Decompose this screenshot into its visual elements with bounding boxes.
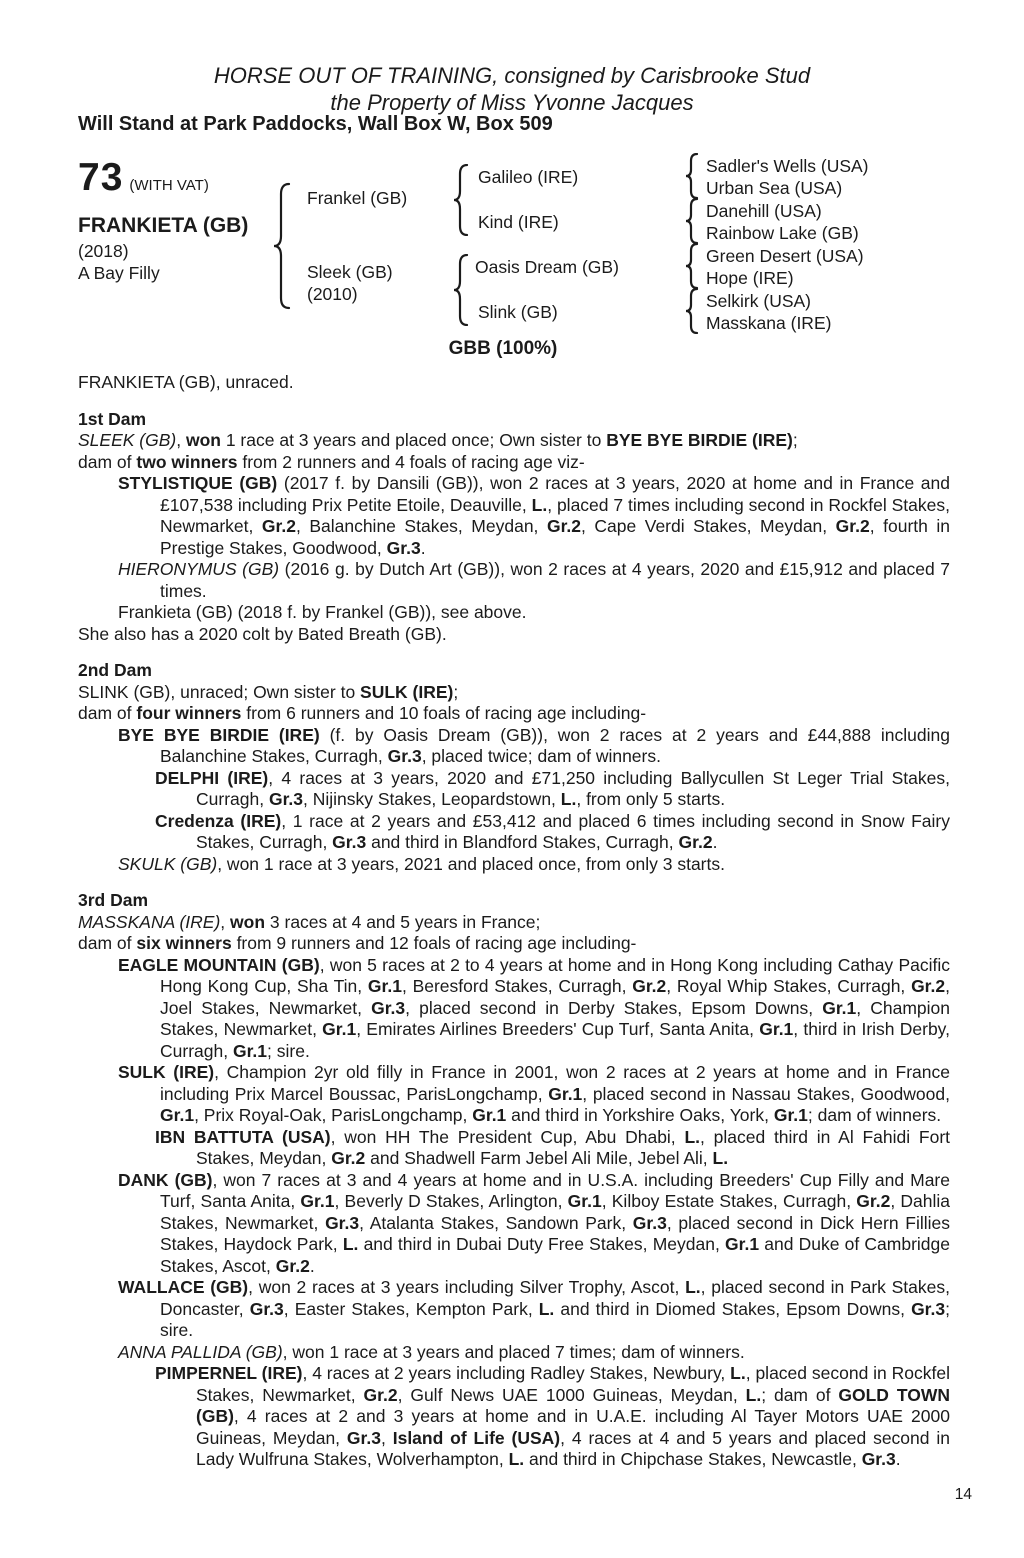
text-run: 1 race at 3 years and placed once; Own sister to [220,430,607,450]
text-run: , placed second in Nassau Stakes, Goodwood, [582,1083,950,1104]
text-run: BYE BYE BIRDIE (IRE) [118,724,320,745]
text-run: Gr.3 [861,1449,896,1469]
great-grandparent: Hope (IRE) [706,268,794,288]
text-run: GOLD TOWN (GB) [196,1384,950,1426]
text-run: , won 1 race at 3 years, 2021 and placed once, from only 3 starts. [217,853,725,874]
text-run: ; sire. [267,1040,310,1061]
text-run: PIMPERNEL (IRE) [155,1363,303,1383]
text-run: and third in Dubai Duty Free Stakes, Meydan, [358,1234,725,1254]
text-run: , Gulf News UAE 1000 Guineas, Meydan, [397,1384,746,1405]
pedigree-entry-paragraph [78,473,950,559]
pedigree-entry-paragraph [78,1363,950,1471]
text-run: . [309,1255,315,1276]
text-run: , fourth in Prestige Stakes, Goodwood, [160,516,950,558]
pedigree-entry-paragraph [78,933,950,955]
text-run: Gr.2 [331,1148,366,1168]
text-run: SULK (IRE) [360,681,454,702]
text-run: (2016 g. by Dutch Art (GB)), won 2 races at 4 years, 2020 and £15,912 and placed 7 times. [160,559,950,601]
dam-section-heading: 2nd Dam [78,660,152,680]
text-run: won [185,430,221,450]
text-run: , placed second in Park Stakes, Doncaster, [160,1277,950,1319]
text-run: , 4 races at 2 and 3 years at home and in U.A.E. including Al Tayer Motors UAE 2000 Guineas, Meydan, [196,1406,950,1448]
consignment-title: HORSE OUT OF TRAINING, consigned by Carisbrooke Stud [213,63,811,88]
text-run: (2017 f. by Dansili (GB)), won 2 races at 3 years, 2020 at home and in France and £107,538 including Prix Petite Etoile, Deauville, [160,473,950,515]
text-run: Gr.2 [678,832,713,852]
text-run: Gr.1 [322,1019,357,1039]
text-run: L. [730,1363,746,1383]
text-run: SKULK (GB) [118,853,218,874]
text-run: Gr.3 [346,1427,381,1448]
text-run: IBN BATTUTA (USA) [155,1126,331,1147]
pedigree-brace-icon [684,243,700,289]
text-run: , Royal Whip Stakes, Curragh, [666,976,912,996]
text-run: ANNA PALLIDA (GB) [118,1341,283,1362]
text-run: and third in Chipchase Stakes, Newcastle, [524,1449,862,1469]
horse-foaling-year: (2018) [78,241,129,261]
great-grandparent: Danehill (USA) [706,201,822,221]
text-run: and third in Diomed Stakes, Epsom Downs, [554,1298,912,1319]
text-run: L. [538,1298,555,1319]
text-run: , placed second in Derby Stakes, Epsom Downs, [405,997,823,1018]
text-run: MASSKANA (IRE) [78,911,221,932]
text-run: , Beverly D Stakes, Arlington, [334,1191,568,1211]
text-run: HIERONYMUS (GB) [118,559,280,579]
gbb-note: GBB (100%) [448,338,558,359]
text-run: , placed second in Dick Hern Fillies Stakes, Haydock Park, [160,1212,950,1254]
text-run: , Emirates Airlines Breeders' Cup Turf, Santa Anita, [356,1019,760,1039]
text-run: , 4 races at 3 years, 2020 and £71,250 including Ballycullen St Leger Trial Stakes, Curragh, [196,767,950,809]
pedigree-brace-icon [272,182,292,310]
pedigree-entry-paragraph [78,1062,950,1127]
text-run: six winners [136,933,232,953]
text-run: (f. by Oasis Dream (GB)), won 2 races at 2 years and £44,888 including Balanchine Stakes, Curragh, [160,724,950,766]
dam-name: Sleek (GB) [307,262,393,282]
text-run: Gr.1 [232,1040,268,1061]
text-run: Gr.2 [911,976,946,996]
grandsire-maternal: Oasis Dream (GB) [475,257,619,277]
text-run: Gr.1 [548,1083,583,1104]
text-run: from 9 runners and 12 foals of racing age including- [231,933,637,953]
text-run: , Dahlia Stakes, Newmarket, [160,1191,950,1233]
text-run: Gr.1 [160,1105,195,1125]
text-run: , 4 races at 4 and 5 years and placed second in Lady Wulfruna Stakes, Wolverhampton, [196,1427,950,1469]
text-run: She also has a 2020 colt by Bated Breath (GB). [78,623,447,644]
lot-line [78,156,209,200]
text-run: from 6 runners and 10 foals of racing age including- [241,703,647,723]
text-run: Gr.1 [725,1234,760,1254]
text-run: four winners [136,703,242,723]
text-run: BYE BYE BIRDIE (IRE) [606,430,793,450]
text-run: two winners [136,451,238,472]
text-run: Gr.2 [632,976,667,996]
pedigree-entry-paragraph [78,768,950,811]
great-grandparent: Selkirk (USA) [706,291,812,311]
text-run: Gr.1 [300,1191,335,1211]
text-run: Gr.2 [835,516,870,536]
text-run: , won 7 races at 3 and 4 years at home and in U.S.A. including Breeders' Cup Filly and Mare Turf, Santa Anita, [160,1169,950,1211]
text-run: Gr.1 [472,1105,507,1125]
grandsire-paternal: Galileo (IRE) [478,167,579,187]
text-run: from 2 runners and 4 foals of racing age viz- [237,451,585,472]
text-run: Gr.2 [261,516,296,536]
pedigree-entry-paragraph [78,854,950,876]
text-run: , placed 7 times including second in Rockfel Stakes, Newmarket, [160,494,950,536]
text-run: L. [560,789,577,809]
text-run: , from only 5 starts. [576,789,726,809]
pedigree-entry-paragraph [78,912,950,934]
pedigree-entry-paragraph [78,452,950,474]
text-run: Gr.1 [367,976,402,996]
pedigree-entry-paragraph [78,703,950,725]
dam-sections [78,409,950,1471]
text-run: , won 2 races at 3 years including Silver Trophy, Ascot, [248,1277,686,1297]
text-run: , [220,911,231,932]
text-run: ; sire. [160,1298,950,1340]
text-run: . [895,1449,901,1469]
great-grandparent: Green Desert (USA) [706,246,864,266]
pedigree-entry-paragraph [78,1277,950,1342]
pedigree-entry-paragraph [78,1127,950,1170]
text-run: 3 races at 4 and 5 years in France; [265,911,541,932]
text-run: , Cape Verdi Stakes, Meydan, [581,516,836,536]
sire-name: Frankel (GB) [307,188,408,208]
text-run: ; dam of [761,1384,839,1405]
text-run: , placed twice; dam of winners. [421,746,661,766]
page-number: 14 [954,1486,972,1503]
text-run: , Atalanta Stakes, Sandown Park, [359,1212,633,1233]
text-run: , Champion 2yr old filly in France in 2001, won 2 races at 2 years at home and in France including Prix Marcel Boussac, ParisLongchamp, [160,1062,950,1104]
text-run: . [712,832,718,852]
text-run: , won 1 race at 3 years and placed 7 times; dam of winners. [282,1341,745,1362]
text-run: , Nijinsky Stakes, Leopardstown, [303,789,561,809]
text-run: STYLISTIQUE (GB) [118,473,278,493]
text-run: dam of [78,703,137,723]
pedigree-entry-paragraph [78,602,950,624]
text-run: L. [531,494,548,515]
text-run: DELPHI (IRE) [155,767,269,788]
text-run: L. [342,1234,359,1254]
text-run: Credenza (IRE) [155,810,282,831]
text-run: , Beresford Stakes, Curragh, [401,976,633,996]
text-run: SLEEK (GB) [78,430,177,450]
text-run: Gr.3 [325,1212,360,1233]
granddam-maternal: Slink (GB) [478,302,558,322]
text-run: and third in Yorkshire Oaks, York, [506,1105,774,1125]
text-run: Gr.3 [249,1298,284,1319]
pedigree-entry-paragraph [78,811,950,854]
great-grandparent: Urban Sea (USA) [706,178,843,198]
pedigree-entry-paragraph [78,430,950,452]
text-run: Gr.3 [386,537,421,558]
text-run: L. [508,1449,525,1469]
text-run: Gr.1 [759,1019,794,1039]
pedigree-brace-icon [684,198,700,244]
text-run: Gr.2 [275,1255,310,1276]
text-run: , Prix Royal-Oak, ParisLongchamp, [194,1105,473,1125]
text-run: Gr.1 [822,997,857,1018]
pedigree-entry-paragraph [78,725,950,768]
pedigree-entry-paragraph [78,1170,950,1278]
text-run: ; [792,430,798,450]
text-run: WALLACE (GB) [118,1277,249,1297]
text-run: and Shadwell Farm Jebel Ali Mile, Jebel Ali, [365,1148,713,1168]
horse-description: A Bay Filly [78,263,160,283]
text-run: dam of [78,451,137,472]
property-title: the Property of Miss Yvonne Jacques [330,90,694,115]
text-run: , Kilboy Estate Stakes, Curragh, [601,1191,857,1211]
text-run: Gr.2 [363,1384,398,1405]
pedigree-brace-icon [684,288,700,334]
horse-name: FRANKIETA (GB) [78,214,249,237]
pedigree-brace-icon [684,153,700,199]
pedigree-brace-icon [452,164,470,236]
text-run: Gr.3 [387,746,422,766]
text-run: , won 5 races at 2 to 4 years at home and in Hong Kong including Cathay Pacific Hong Kong Cup, Sha Tin, [160,954,950,996]
text-run: DANK (GB) [118,1169,213,1190]
text-run: and Duke of Cambridge Stakes, Ascot, [160,1234,950,1276]
text-run: , placed second in Rockfel Stakes, Newmarket, [196,1363,951,1405]
text-run: , Easter Stakes, Kempton Park, [283,1298,539,1319]
text-run: , 1 race at 2 years and £53,412 and placed 6 times including second in Snow Fairy Stakes, Curragh, [196,810,951,852]
pedigree-entry-paragraph [78,559,950,602]
pedigree-entry-paragraph [78,955,950,1063]
great-grandparent: Masskana (IRE) [706,313,832,333]
dam-section-heading: 1st Dam [78,408,147,429]
text-run: Gr.3 [332,832,367,852]
text-run: L. [685,1277,701,1297]
text-run: Frankieta (GB) (2018 f. by Frankel (GB)), see above. [118,602,527,622]
text-run: , third in Irish Derby, Curragh, [160,1019,950,1061]
pedigree-table [0,0,1024,370]
great-grandparent: Sadler's Wells (USA) [706,156,869,176]
text-run: , [176,430,186,450]
text-run: , placed third in Al Fahidi Fort Stakes, Meydan, [196,1126,951,1168]
text-run: Gr.3 [268,789,304,809]
pedigree-details [78,372,950,1471]
text-run: Island of Life (USA) [392,1427,561,1448]
text-run: L. [745,1384,762,1405]
text-run: , Balanchine Stakes, Meydan, [295,516,547,536]
stand-location-line: Will Stand at Park Paddocks, Wall Box W, Box 509 [78,113,553,135]
text-run: SLINK (GB), unraced; Own sister to [78,681,361,702]
dam-section-heading: 3rd Dam [78,890,149,910]
text-run: L. [712,1148,729,1168]
text-run: SULK (IRE) [118,1062,215,1082]
text-run: , won HH The President Cup, Abu Dhabi, [330,1126,685,1147]
text-run: L. [684,1126,700,1147]
granddam-paternal: Kind (IRE) [478,212,559,232]
text-run: . [420,537,426,558]
text-run: ; dam of winners. [807,1105,942,1125]
text-run: Gr.3 [911,1298,946,1319]
text-run: dam of [78,933,137,953]
text-run: Gr.2 [856,1191,891,1211]
text-run: Gr.1 [567,1191,602,1211]
text-run: , Joel Stakes, Newmarket, [160,976,950,1018]
text-run: , [380,1427,393,1448]
pedigree-entry-paragraph [78,1342,950,1364]
text-run: won [230,911,266,932]
text-run: Gr.2 [546,516,582,536]
text-run: Gr.3 [632,1212,667,1233]
great-grandparent: Rainbow Lake (GB) [706,223,859,243]
pedigree-brace-icon [452,254,470,326]
text-run: , Champion Stakes, Newmarket, [160,997,950,1039]
text-run: and third in Blandford Stakes, Curragh, [366,832,679,852]
text-run: EAGLE MOUNTAIN (GB) [118,954,320,975]
vat-note: (WITH VAT) [129,177,209,194]
dam-foaling-year: (2010) [307,284,358,304]
lot-number: 73 [78,156,124,199]
text-run: Gr.1 [773,1105,808,1125]
text-run: , 4 races at 2 years including Radley Stakes, Newbury, [302,1363,731,1383]
text-run: ; [453,681,459,702]
text-run: Gr.3 [371,997,406,1018]
pedigree-entry-paragraph [78,624,950,646]
race-record: FRANKIETA (GB), unraced. [78,372,294,392]
pedigree-entry-paragraph [78,682,950,704]
